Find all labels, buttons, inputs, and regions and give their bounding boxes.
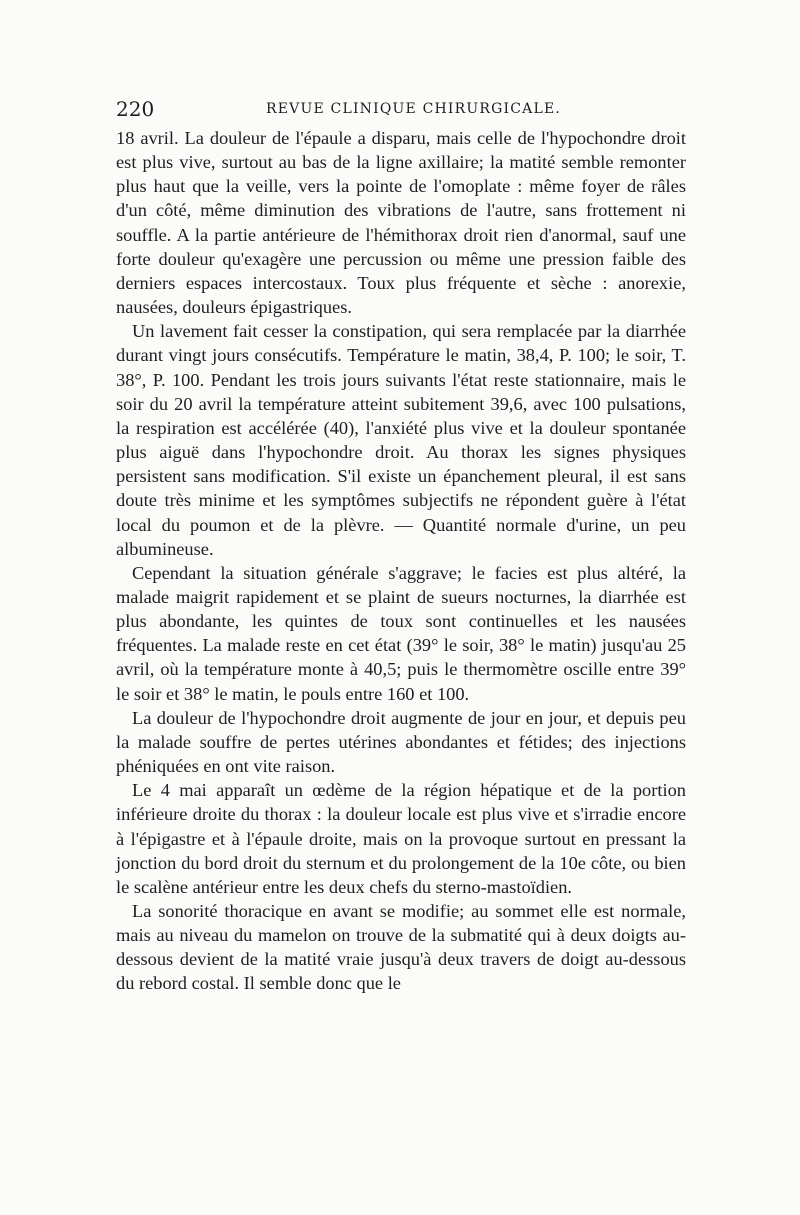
- paragraph-2: Un lavement fait cesser la constipation, qui sera remplacée par la diarrhée durant vingt jours consécutifs. Température le matin, 38,4, P. 100; le soir, T. 38°, P. 100. Pendant les trois jours suivants l'état reste stationnaire, mais le soir du 20 avril la température atteint subitement 39,6, avec 100 pulsations, la respiration est accélérée (40), l'anxiété plus vive et la douleur spontanée plus aiguë dans l'hypochondre droit. Au thorax les signes physiques persistent sans modification. S'il existe un épanchement pleural, il est sans doute très minime et les symptômes subjectifs ne répondent guère à l'état local du poumon et de la plèvre. — Quantité normale d'urine, un peu albumineuse.: [116, 321, 686, 559]
- body-text: [116, 126, 686, 996]
- running-title: REVUE CLINIQUE CHIRURGICALE.: [266, 101, 562, 117]
- page-number: 220: [116, 97, 155, 121]
- paragraph-4: La douleur de l'hypochondre droit augmente de jour en jour, et depuis peu la malade souffre de pertes utérines abondantes et fétides; des injections phéniquées en ont vite raison.: [116, 707, 686, 777]
- paragraph-6: La sonorité thoracique en avant se modifie; au sommet elle est normale, mais au niveau du mamelon on trouve de la submatité qui à deux doigts au-dessous devient de la matité vraie jusqu'à deux travers de doigt au-dessous du rebord costal. Il semble donc que le: [116, 901, 686, 994]
- paragraph-3: Cependant la situation générale s'aggrave; le facies est plus altéré, la malade maigrit rapidement et se plaint de sueurs nocturnes, la diarrhée est plus abondante, les quintes de toux sont continuelles et les nausées fréquentes. La malade reste en cet état (39° le soir, 38° le matin) jusqu'au 25 avril, où la température monte à 40,5; puis le thermomètre oscille entre 39° le soir et 38° le matin, le pouls entre 160 et 100.: [116, 562, 686, 704]
- paragraph-5: Le 4 mai apparaît un œdème de la région hépatique et de la portion inférieure droite du thorax : la douleur locale est plus vive et s'irradie encore à l'épigastre et à l'épaule droite, mais on la provoque surtout en pressant la jonction du bord droit du sternum et du prolongement de la 10e côte, ou bien le scalène antérieur entre les deux chefs du sterno-mastoïdien.: [116, 780, 686, 897]
- paragraph-1: 18 avril. La douleur de l'épaule a disparu, mais celle de l'hypochondre droit est plus vive, surtout au bas de la ligne axillaire; la matité semble remonter plus haut que la veille, vers la pointe de l'omoplate : même foyer de râles d'un côté, même diminution des vibrations de l'autre, sans frottement ni souffle. A la partie antérieure de l'hémithorax droit rien d'anormal, sauf une forte douleur qu'exagère une percussion ou même une pression faible des derniers espaces intercostaux. Toux plus fréquente et sèche : anorexie, nausées, douleurs épigastriques.: [116, 128, 686, 318]
- page-header: [116, 97, 686, 127]
